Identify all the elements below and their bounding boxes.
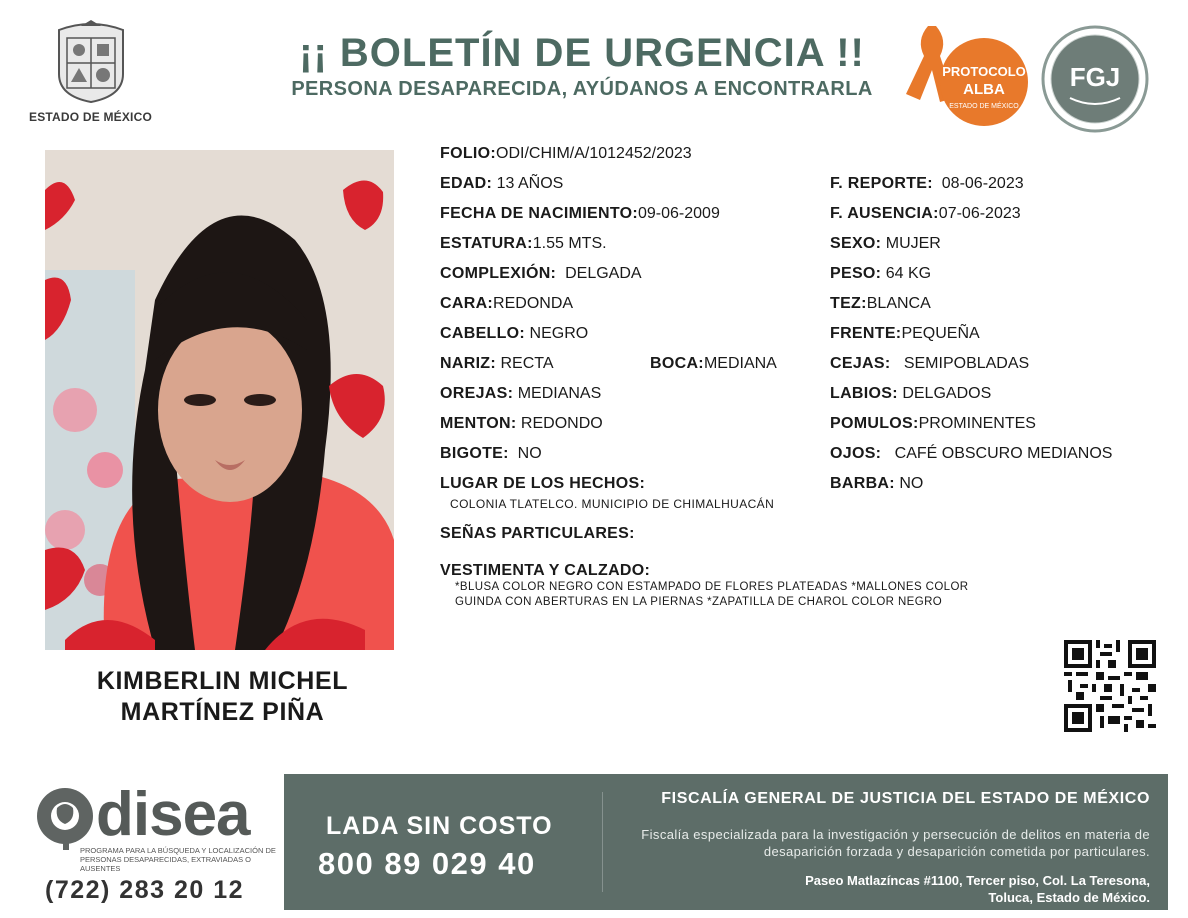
field-value: DELGADOS (902, 385, 992, 402)
field-value: PEQUEÑA (901, 325, 980, 342)
field-value: 08-06-2023 (941, 175, 1024, 192)
field-value: NO (517, 445, 542, 462)
field-label: MENTON: (440, 415, 517, 432)
field-frente (830, 324, 980, 344)
odisea-phone[interactable]: (722) 283 20 12 (45, 876, 245, 904)
fiscalia-description: Fiscalía especializada para la investigación y persecución de delitos en materia de desaparición forzada y desaparición cometida por particulares. (641, 827, 1150, 859)
field-label: CEJAS: (830, 355, 891, 372)
field-value: 07-06-2023 (938, 205, 1021, 222)
missing-person-photo (45, 150, 394, 650)
field-cara (440, 294, 573, 314)
field-lugar-hechos (440, 474, 645, 494)
fiscalia-title: FISCALÍA GENERAL DE JUSTICIA DEL ESTADO DE MÉXICO (661, 790, 1150, 807)
field-label: CARA: (440, 295, 494, 312)
state-label: ESTADO DE MÉXICO (29, 110, 152, 124)
field-label: SEXO: (830, 235, 882, 252)
bulletin-title: ¡¡ BOLETÍN DE URGENCIA !! (299, 31, 865, 75)
field-estatura (440, 234, 607, 254)
field-label: NARIZ: (440, 355, 497, 372)
field-bigote (440, 444, 542, 464)
field-sexo (830, 234, 941, 254)
field-label: BARBA: (830, 475, 895, 492)
qr-code[interactable] (1064, 640, 1156, 732)
alba-text-2: ALBA (963, 81, 1005, 98)
field-f-ausencia (830, 204, 1021, 224)
field-label: FRENTE: (830, 325, 902, 342)
field-nariz (440, 354, 554, 374)
field-vestimenta-line-2: GUINDA CON ABERTURAS EN LA PIERNAS *ZAPATILLA DE CHAROL COLOR NEGRO (455, 596, 943, 608)
coat-of-arms-icon (51, 20, 131, 104)
field-vestimenta (440, 561, 650, 581)
field-label: TEZ: (830, 295, 867, 312)
name-line-1: KIMBERLIN MICHEL (96, 667, 349, 695)
field-label: OJOS: (830, 445, 882, 462)
field-value: BLANCA (866, 295, 931, 312)
field-label: VESTIMENTA Y CALZADO: (440, 562, 651, 579)
field-value: MUJER (885, 235, 941, 252)
field-label: LABIOS: (830, 385, 898, 402)
address-line-1: Paseo Matlazíncas #1100, Tercer piso, Col. La Teresona, (805, 873, 1150, 888)
field-label: PESO: (830, 265, 882, 282)
alba-text-3: ESTADO DE MÉXICO (949, 103, 1019, 110)
field-value: ODI/CHIM/A/1012452/2023 (496, 145, 692, 162)
field-barba (830, 474, 923, 494)
field-value: 64 KG (885, 265, 932, 282)
field-label: F. AUSENCIA: (830, 205, 939, 222)
field-lugar-hechos-value: COLONIA TLATELCO. MUNICIPIO DE CHIMALHUACÁN (450, 497, 775, 511)
field-menton (440, 414, 603, 434)
field-label: SEÑAS PARTICULARES: (440, 525, 635, 542)
protocolo-alba-logo (900, 20, 1030, 132)
field-cabello (440, 324, 588, 344)
field-boca (650, 354, 777, 374)
bulletin-title-block (262, 30, 902, 101)
name-line-2: MARTÍNEZ PIÑA (120, 698, 325, 726)
field-labios (830, 384, 991, 404)
field-value: NEGRO (529, 325, 589, 342)
field-value: REDONDO (520, 415, 603, 432)
field-value: MEDIANA (703, 355, 777, 372)
field-value: MEDIANAS (517, 385, 602, 402)
field-value: 13 AÑOS (496, 175, 564, 192)
estado-de-mexico-logo (28, 20, 153, 124)
field-senas-particulares (440, 524, 635, 544)
address-line-2: Toluca, Estado de México. (988, 890, 1150, 905)
field-label: EDAD: (440, 175, 493, 192)
field-f-reporte (830, 174, 1024, 194)
field-label: OREJAS: (440, 385, 514, 402)
field-value: NO (899, 475, 924, 492)
field-label: BIGOTE: (440, 445, 509, 462)
field-value: 09-06-2009 (638, 205, 720, 222)
fiscalia-address (650, 872, 1150, 906)
field-complexion (440, 264, 642, 284)
field-orejas (440, 384, 601, 404)
bulletin-subtitle: PERSONA DESAPARECIDA, AYÚDANOS A ENCONTRARLA (291, 78, 873, 100)
odisea-wordmark: disea (96, 780, 250, 849)
field-value: DELGADA (565, 265, 642, 282)
field-label: F. REPORTE: (830, 175, 933, 192)
field-label: LUGAR DE LOS HECHOS: (440, 475, 646, 492)
field-peso (830, 264, 931, 284)
field-value: RECTA (500, 355, 554, 372)
field-label: BOCA: (650, 355, 704, 372)
odisea-subtitle: PROGRAMA PARA LA BÚSQUEDA Y LOCALIZACIÓN DE PERSONAS DESAPARECIDAS, EXTRAVIADAS O AUSENTES (80, 846, 276, 873)
field-label: ESTATURA: (440, 235, 533, 252)
lada-number[interactable]: 800 89 029 40 (318, 846, 536, 881)
field-folio (440, 144, 692, 164)
field-value: 1.55 MTS. (532, 235, 607, 252)
field-label: POMULOS: (830, 415, 919, 432)
field-cejas (830, 354, 1029, 374)
field-value: PROMINENTES (918, 415, 1036, 432)
field-label: CABELLO: (440, 325, 526, 342)
field-ojos (830, 444, 1112, 464)
field-fecha-nacimiento (440, 204, 720, 224)
field-value: CAFÉ OBSCURO MEDIANOS (894, 445, 1113, 462)
field-edad (440, 174, 563, 194)
footer-band (284, 774, 1168, 910)
fgj-text: FGJ (1069, 62, 1121, 92)
field-tez (830, 294, 931, 314)
field-vestimenta-line-1: *BLUSA COLOR NEGRO CON ESTAMPADO DE FLORES PLATEADAS *MALLONES COLOR (455, 581, 969, 593)
field-value: SEMIPOBLADAS (903, 355, 1030, 372)
field-label: COMPLEXIÓN: (440, 265, 557, 282)
field-pomulos (830, 414, 1036, 434)
field-label: FOLIO: (440, 145, 497, 162)
field-label: FECHA DE NACIMIENTO: (440, 205, 638, 222)
field-value: REDONDA (493, 295, 574, 312)
missing-person-name (45, 666, 400, 728)
lada-label: LADA SIN COSTO (326, 812, 553, 840)
fgj-seal (1040, 24, 1150, 134)
alba-text-1: PROTOCOLO (942, 64, 1026, 79)
